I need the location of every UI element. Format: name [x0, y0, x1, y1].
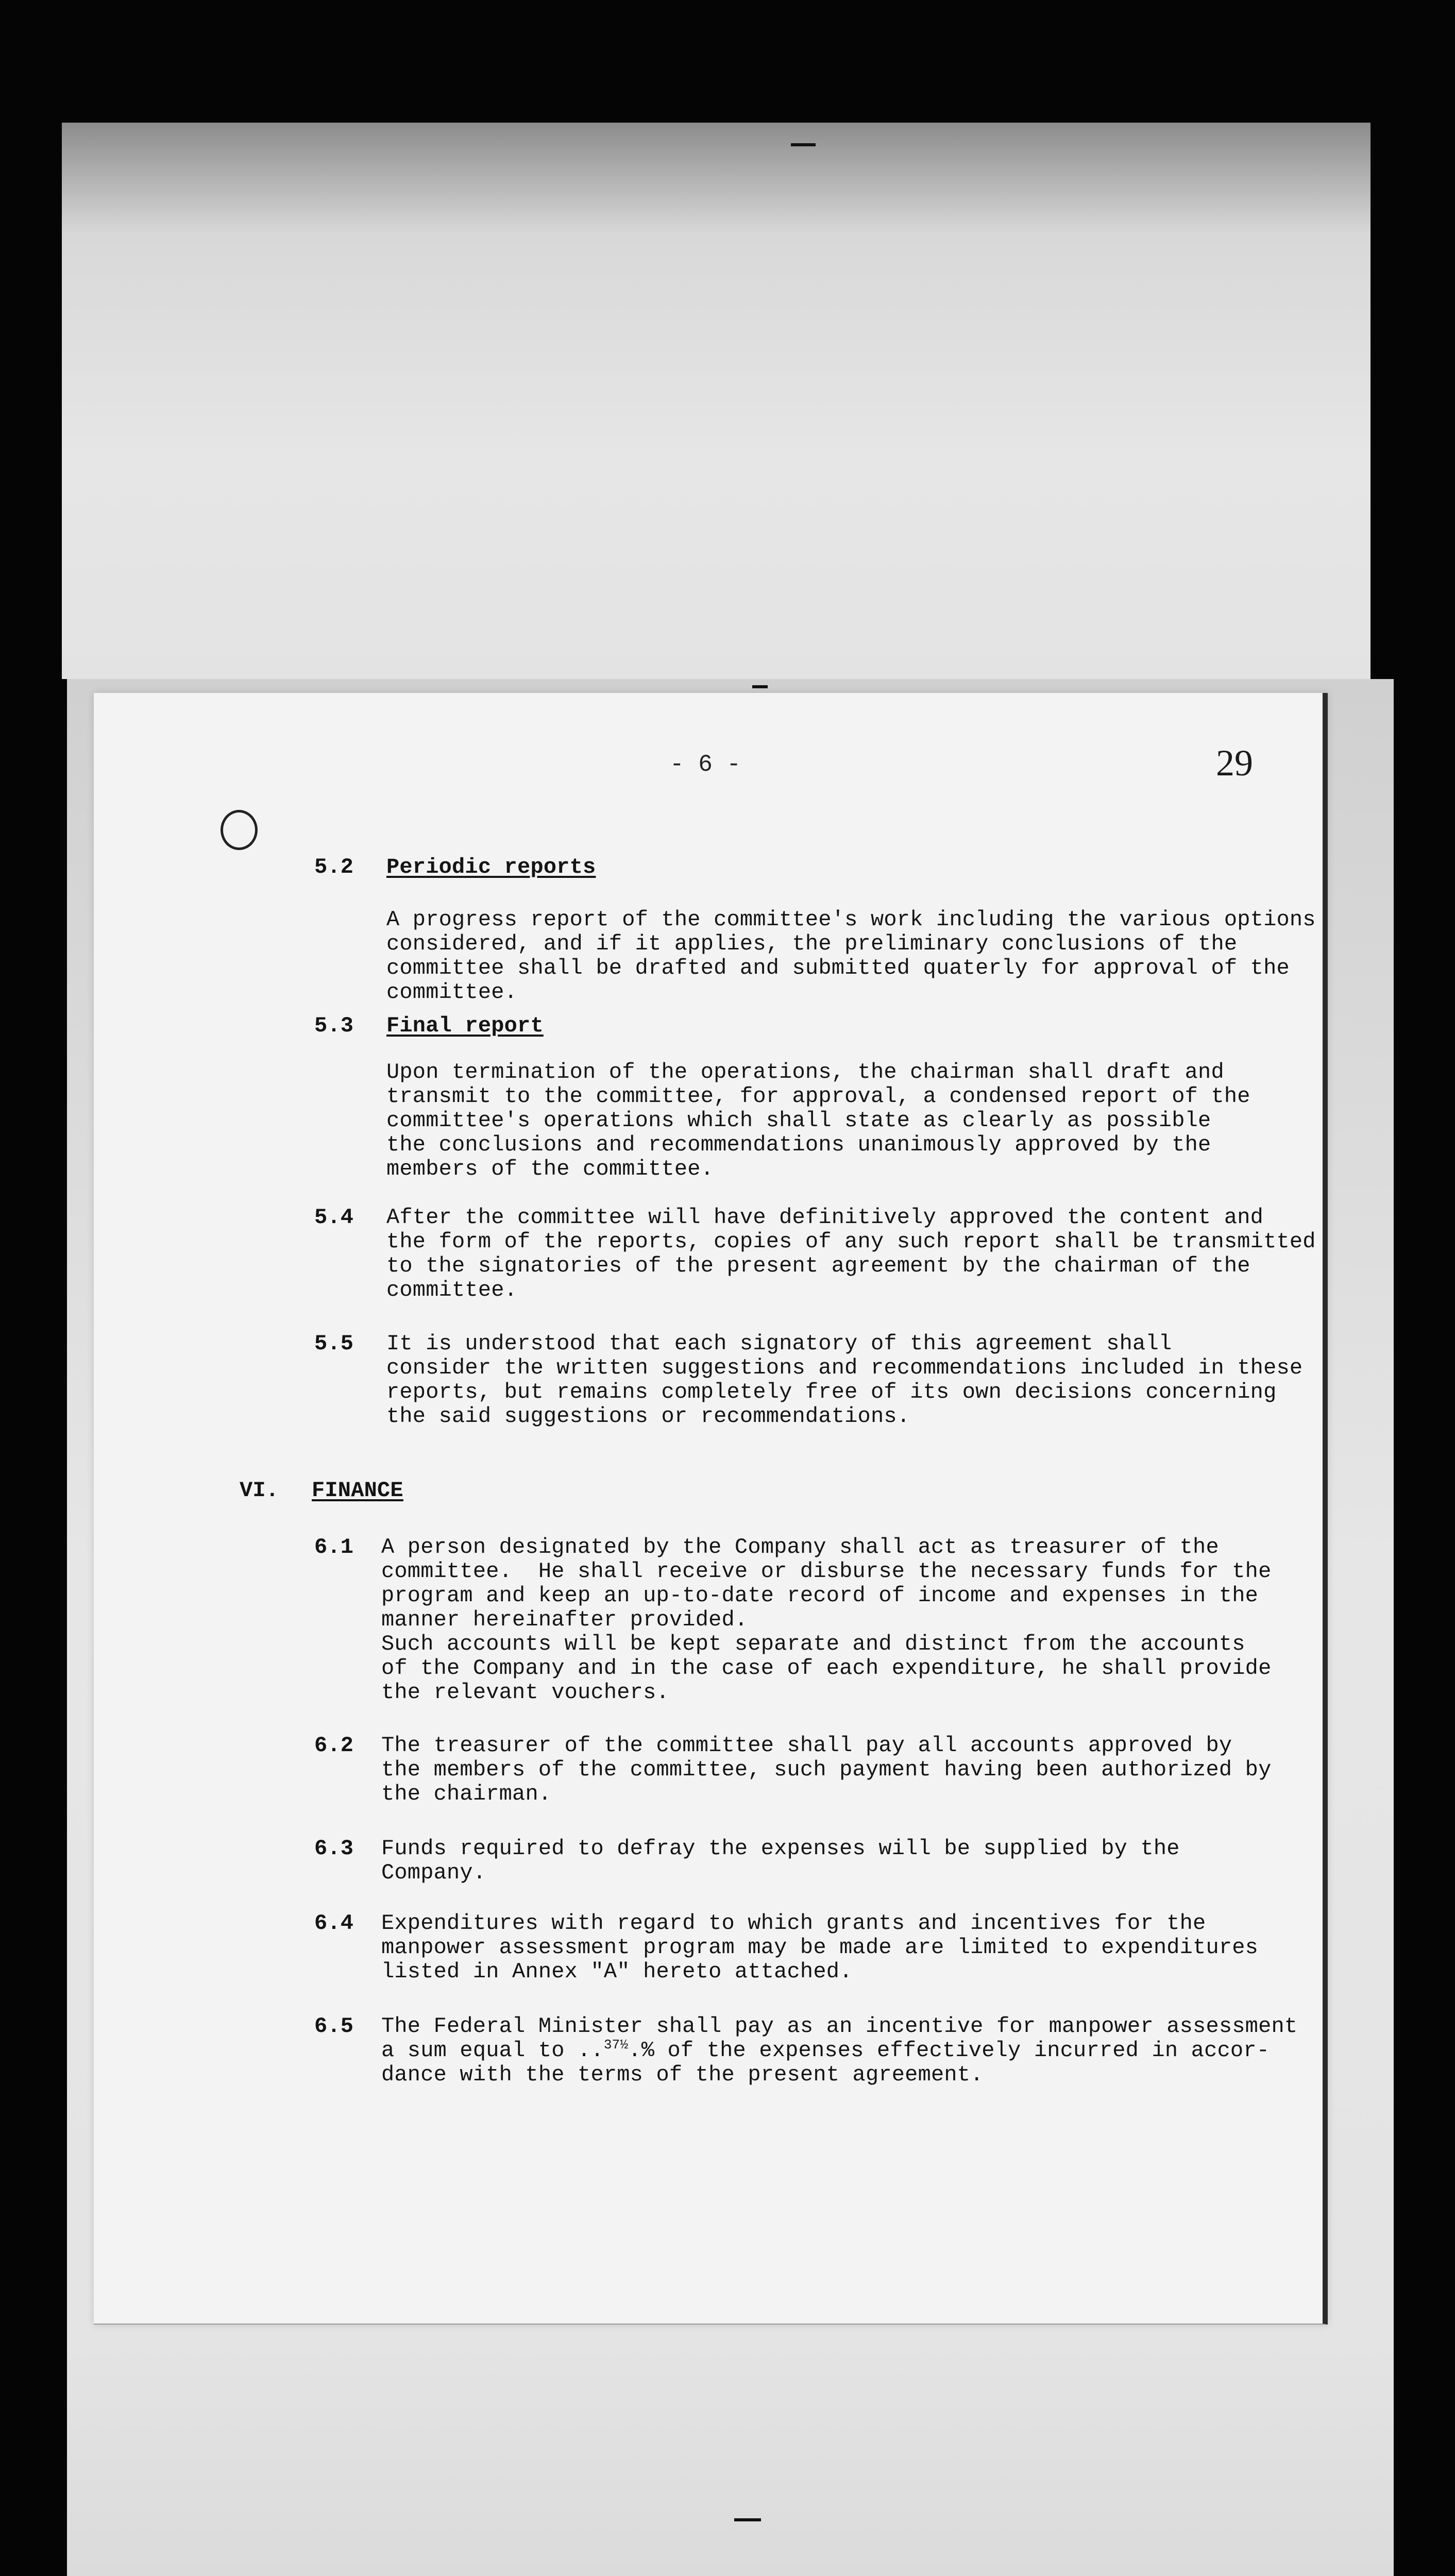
paragraph-line: to the signatories of the present agreement by the chairman of the — [386, 1253, 1250, 1278]
paragraph-line: the relevant vouchers. — [381, 1680, 669, 1705]
paragraph-line: Such accounts will be kept separate and distinct from the accounts — [381, 1632, 1245, 1656]
section-heading: Periodic reports — [386, 855, 596, 879]
paragraph-line: manner hereinafter provided. — [381, 1607, 748, 1632]
section-number: 5.5 — [314, 1331, 354, 1356]
paragraph-line: program and keep an up-to-date record of income and expenses in the — [381, 1583, 1259, 1608]
section-number: 6.3 — [314, 1836, 354, 1861]
section-heading: Final report — [386, 1013, 544, 1038]
paragraph-line: consider the written suggestions and recommendations included in these — [386, 1355, 1303, 1380]
paragraph-line: Upon termination of the operations, the chairman shall draft and — [386, 1060, 1224, 1084]
paragraph-line — [381, 2039, 1270, 2063]
paragraph-line: the members of the committee, such payment having been authorized by — [381, 1757, 1272, 1782]
paragraph-line: A progress report of the committee's work including the various options — [386, 907, 1316, 932]
paragraph-line: After the committee will have definitively approved the content and — [386, 1205, 1264, 1230]
paragraph-line: dance with the terms of the present agreement. — [381, 2062, 984, 2087]
paragraph-line: committee. He shall receive or disburse the necessary funds for the — [381, 1559, 1272, 1584]
sentence-fragment: a sum equal to .. — [381, 2038, 604, 2063]
paragraph-line: committee shall be drafted and submitted quaterly for approval of the — [386, 956, 1290, 980]
section-number: 6.5 — [314, 2014, 354, 2039]
section-number: 5.2 — [314, 855, 354, 879]
section-number: 5.4 — [314, 1205, 354, 1230]
page-header: - 6 - — [670, 751, 741, 778]
film-tick — [752, 685, 768, 688]
film-frame-top — [62, 123, 1371, 679]
handwritten-percentage: 37½ — [603, 2037, 629, 2053]
film-tick — [791, 143, 816, 146]
paragraph-line: A person designated by the Company shall act as treasurer of the — [381, 1535, 1219, 1560]
paragraph-line: transmit to the committee, for approval, a condensed report of the — [386, 1084, 1250, 1109]
paragraph-line: manpower assessment program may be made are limited to expenditures — [381, 1935, 1259, 1960]
paragraph-line: Expenditures with regard to which grants and incentives for the — [381, 1911, 1206, 1936]
paragraph-line: Company. — [381, 1860, 486, 1885]
paragraph-line: reports, but remains completely free of its own decisions concerning — [386, 1380, 1277, 1404]
section-heading: FINANCE — [312, 1478, 403, 1503]
section-number: 6.1 — [314, 1535, 354, 1560]
section-number: 5.3 — [314, 1013, 354, 1038]
paragraph-line: committee. — [386, 980, 518, 1005]
paragraph-line: The treasurer of the committee shall pay all accounts approved by — [381, 1733, 1232, 1758]
section-number: 6.2 — [314, 1733, 354, 1758]
punch-hole-mark — [221, 810, 258, 850]
paragraph-line: Funds required to defray the expenses will be supplied by the — [381, 1836, 1180, 1861]
paragraph-line: considered, and if it applies, the preliminary conclusions of the — [386, 931, 1238, 956]
paragraph-line: The Federal Minister shall pay as an incentive for manpower assessment — [381, 2014, 1298, 2039]
paragraph-line: the conclusions and recommendations unanimously approved by the — [386, 1132, 1211, 1157]
page-number: 29 — [1216, 742, 1253, 784]
sentence-fragment: .% of the expenses effectively incurred in accor- — [628, 2038, 1270, 2063]
paragraph-line: the chairman. — [381, 1782, 552, 1806]
section-number: VI. — [240, 1478, 279, 1503]
paragraph-line: members of the committee. — [386, 1157, 714, 1181]
paragraph-line: committee's operations which shall state as clearly as possible — [386, 1108, 1211, 1133]
paragraph-line: listed in Annex "A" hereto attached. — [381, 1959, 853, 1984]
paragraph-line: of the Company and in the case of each expenditure, he shall provide — [381, 1656, 1272, 1681]
paragraph-line: It is understood that each signatory of this agreement shall — [386, 1331, 1172, 1356]
paragraph-line: the said suggestions or recommendations. — [386, 1404, 910, 1429]
section-number: 6.4 — [314, 1911, 354, 1936]
film-tick — [734, 2518, 761, 2521]
paragraph-line: committee. — [386, 1278, 518, 1302]
paragraph-line: the form of the reports, copies of any such report shall be transmitted — [386, 1229, 1316, 1254]
